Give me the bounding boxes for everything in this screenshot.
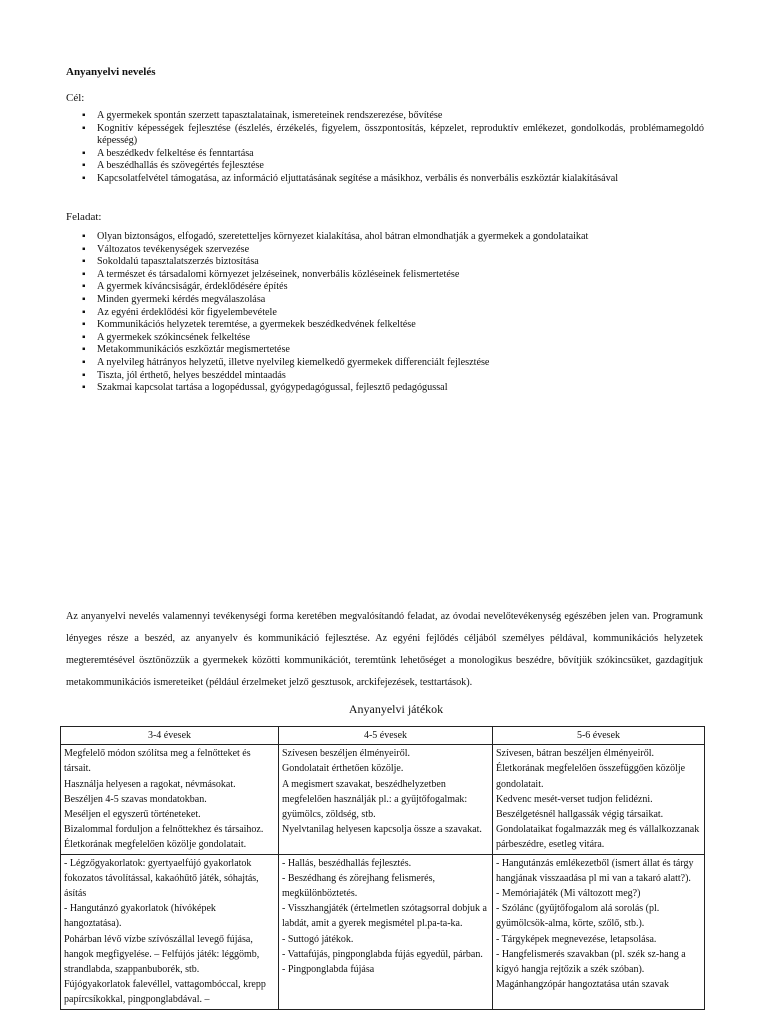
list-item: ▪ A gyermekek spontán szerzett tapasztalatainak, ismereteinek rendszerezése, bővítése	[82, 110, 704, 123]
cell-text: - Hallás, beszédhallás fejlesztés.	[282, 857, 412, 869]
cell-text: - Vattafújás, pingponglabda fújás egyedül, párban.	[282, 948, 483, 960]
cell-text: Kedvenc mesét-verset tudjon felidézni.	[496, 793, 653, 805]
list-item: ▪ Olyan biztonságos, elfogadó, szeretetteljes környezet kialakítása, ahol bátran elmondhatják a gyermekek a gondolataikat	[82, 231, 704, 244]
table-row	[61, 745, 705, 854]
cell-text: - Szólánc (gyűjtőfogalom alá sorolás (pl. gyümölcsök-alma, körte, szőlő, stb.).	[496, 903, 660, 930]
cell-text: Gondolataikat fogalmazzák meg és vállalkozzanak párbeszédre, esetleg vitára.	[496, 824, 700, 851]
list-item: ▪ A természet és társadalomi környezet jelzéseinek, nonverbális közléseinek felismertetése	[82, 269, 704, 282]
cell-text: Beszéljen 4-5 szavas mondatokban.	[64, 793, 207, 805]
cell-text: Magánhangzópár hangoztatása után szavak	[496, 979, 669, 991]
list-item: ▪ Kommunikációs helyzetek teremtése, a gyermekek beszédkedvének felkeltése	[82, 319, 704, 332]
list-item: ▪ A gyermekek szókincsének felkeltése	[82, 332, 704, 345]
list-item: ▪ A nyelvileg hátrányos helyzetű, illetve nyelvileg kiemelkedő gyermekek differenciált fejlesztése	[82, 357, 704, 370]
task-label: Feladat:	[66, 211, 102, 223]
column-header: 3-4 évesek	[61, 727, 279, 745]
language-games-table	[60, 726, 705, 1010]
cell-text: - Beszédhang és zörejhang felismerés, megkülönböztetés.	[282, 872, 435, 900]
cell-text: Megfelelő módon szólítsa meg a felnőtteket és társait.	[64, 748, 251, 775]
list-item: ▪ Kognitív képességek fejlesztése (észlelés, érzékelés, figyelem, összpontosítás, képzelet, reproduktív emlékezet, gondolkodás, problémamegoldó képesség)	[82, 123, 704, 148]
cell-text: - Légzőgyakorlatok: gyertyaelfújó gyakorlatok fokozatos távolítással, kakaóhűtő játék, sóhajtás, ásítás	[64, 857, 259, 900]
cell-text: Pohárban lévő vízbe szívószállal levegő fújása, hangok megfigyelése. – Felfújós játék: léggömb, strandlabda, szappanbuborék, stb.	[64, 933, 260, 976]
table-cell	[493, 854, 705, 1009]
list-item: ▪ Az egyéni érdeklődési kör figyelembevétele	[82, 307, 704, 320]
list-item: ▪ Metakommunikációs eszköztár megismertetése	[82, 344, 704, 357]
table-cell	[279, 854, 493, 1009]
table-row	[61, 854, 705, 1009]
table-title: Anyanyelvi játékok	[348, 702, 444, 716]
cell-text: - Hangutánzó gyakorlatok (hívóképek hangoztatása).	[64, 903, 216, 930]
cell-text: Szívesen beszéljen élményeiről.	[282, 748, 411, 760]
cell-text: - Suttogó játékok.	[282, 933, 354, 945]
cell-text: Életkorának megfelelően közölje gondolatait.	[64, 839, 247, 851]
cell-text: - Tárgyképek megnevezése, letapsolása.	[496, 933, 657, 945]
goal-list	[82, 110, 704, 186]
list-item: ▪ Sokoldalú tapasztalatszerzés biztosítása	[82, 256, 704, 269]
column-header: 5-6 évesek	[493, 727, 705, 745]
cell-text: Fújógyakorlatok falevéllel, vattagombóccal, krepp papírcsíkokkal, pingponglabdával. –	[64, 979, 266, 1006]
cell-text: - Memóriajáték (Mi változott meg?)	[496, 888, 641, 900]
cell-text: - Hangutánzás emlékezetből (ismert állat és tárgy hangjának visszaadása pl mi van a takaró alatt?).	[496, 857, 694, 884]
cell-text: Gondolatait érthetően közölje.	[282, 763, 404, 775]
cell-text: Életkorának megfelelően összefüggően közölje gondolatait.	[496, 763, 686, 790]
cell-text: Szívesen, bátran beszéljen élményeiről.	[496, 748, 654, 760]
table-header-row	[61, 727, 705, 745]
table-cell	[493, 745, 705, 854]
list-item: ▪ Kapcsolatfelvétel támogatása, az információ eljuttatásának segítése a másikhoz, verbális és nonverbális eszköztár kialakításával	[82, 173, 704, 186]
cell-text: - Visszhangjáték (értelmetlen szótagsorral dobjuk a labdát, amit a gyerek megismétel pl.pa-ta-ka.	[282, 903, 487, 930]
list-item: ▪ Változatos tevékenységek szervezése	[82, 244, 704, 257]
table-cell	[61, 854, 279, 1009]
cell-text: - Pingponglabda fújása	[282, 964, 375, 976]
list-item: ▪ A gyermek kíváncsiságár, érdeklődésére építés	[82, 281, 704, 294]
table-cell	[61, 745, 279, 854]
task-list	[82, 231, 704, 395]
cell-text: Beszélgetésnél hallgassák végig társaikat.	[496, 809, 664, 821]
cell-text: - Hangfelismerés szavakban (pl. szék sz-hang a kígyó hangja rejtőzik a szék szóban).	[496, 948, 686, 976]
list-item: ▪ A beszédhallás és szövegértés fejlesztése	[82, 160, 704, 173]
goal-label: Cél:	[66, 92, 85, 104]
cell-text: Nyelvtanilag helyesen kapcsolja össze a szavakat.	[282, 824, 482, 836]
intro-paragraph: Az anyanyelvi nevelés valamennyi tevékenységi forma keretében megvalósítandó feladat, az óvodai nevelőtevékenység egészében jelen van. Programunk lényeges része a beszéd, az anyanyelv és kommunikáció fejlesztése. Az egyéni fejlődés céljából személyes példával, kommunikációs helyzetek megteremtésével ösztönözzük a gyermekek közötti kommunikációt, teremtünk lehetőséget a monologikus beszédre, bővítjük szókincsüket, gazdagítjuk metakommunikációs ismereteiket (például érzelmeket jelző gesztusok, arckifejezések, testtartások).	[66, 611, 703, 688]
document-title: Anyanyelvi nevelés	[66, 66, 156, 78]
cell-text: Bizalommal forduljon a felnőttekhez és társaihoz.	[64, 824, 264, 836]
cell-text: Meséljen el egyszerű történeteket.	[64, 809, 201, 821]
list-item: ▪ A beszédkedv felkeltése és fenntartása	[82, 148, 704, 161]
table-cell	[279, 745, 493, 854]
cell-text: Használja helyesen a ragokat, névmásokat.	[64, 778, 236, 790]
list-item: ▪ Tiszta, jól érthető, helyes beszéddel mintaadás	[82, 370, 704, 383]
cell-text: A megismert szavakat, beszédhelyzetben megfelelően használják pl.: a gyűjtőfogalmak: gyümölcs, zöldség, stb.	[282, 778, 468, 821]
list-item: ▪ Szakmai kapcsolat tartása a logopédussal, gyógypedagógussal, fejlesztő pedagógussal	[82, 382, 704, 395]
list-item: ▪ Minden gyermeki kérdés megválaszolása	[82, 294, 704, 307]
column-header: 4-5 évesek	[279, 727, 493, 745]
